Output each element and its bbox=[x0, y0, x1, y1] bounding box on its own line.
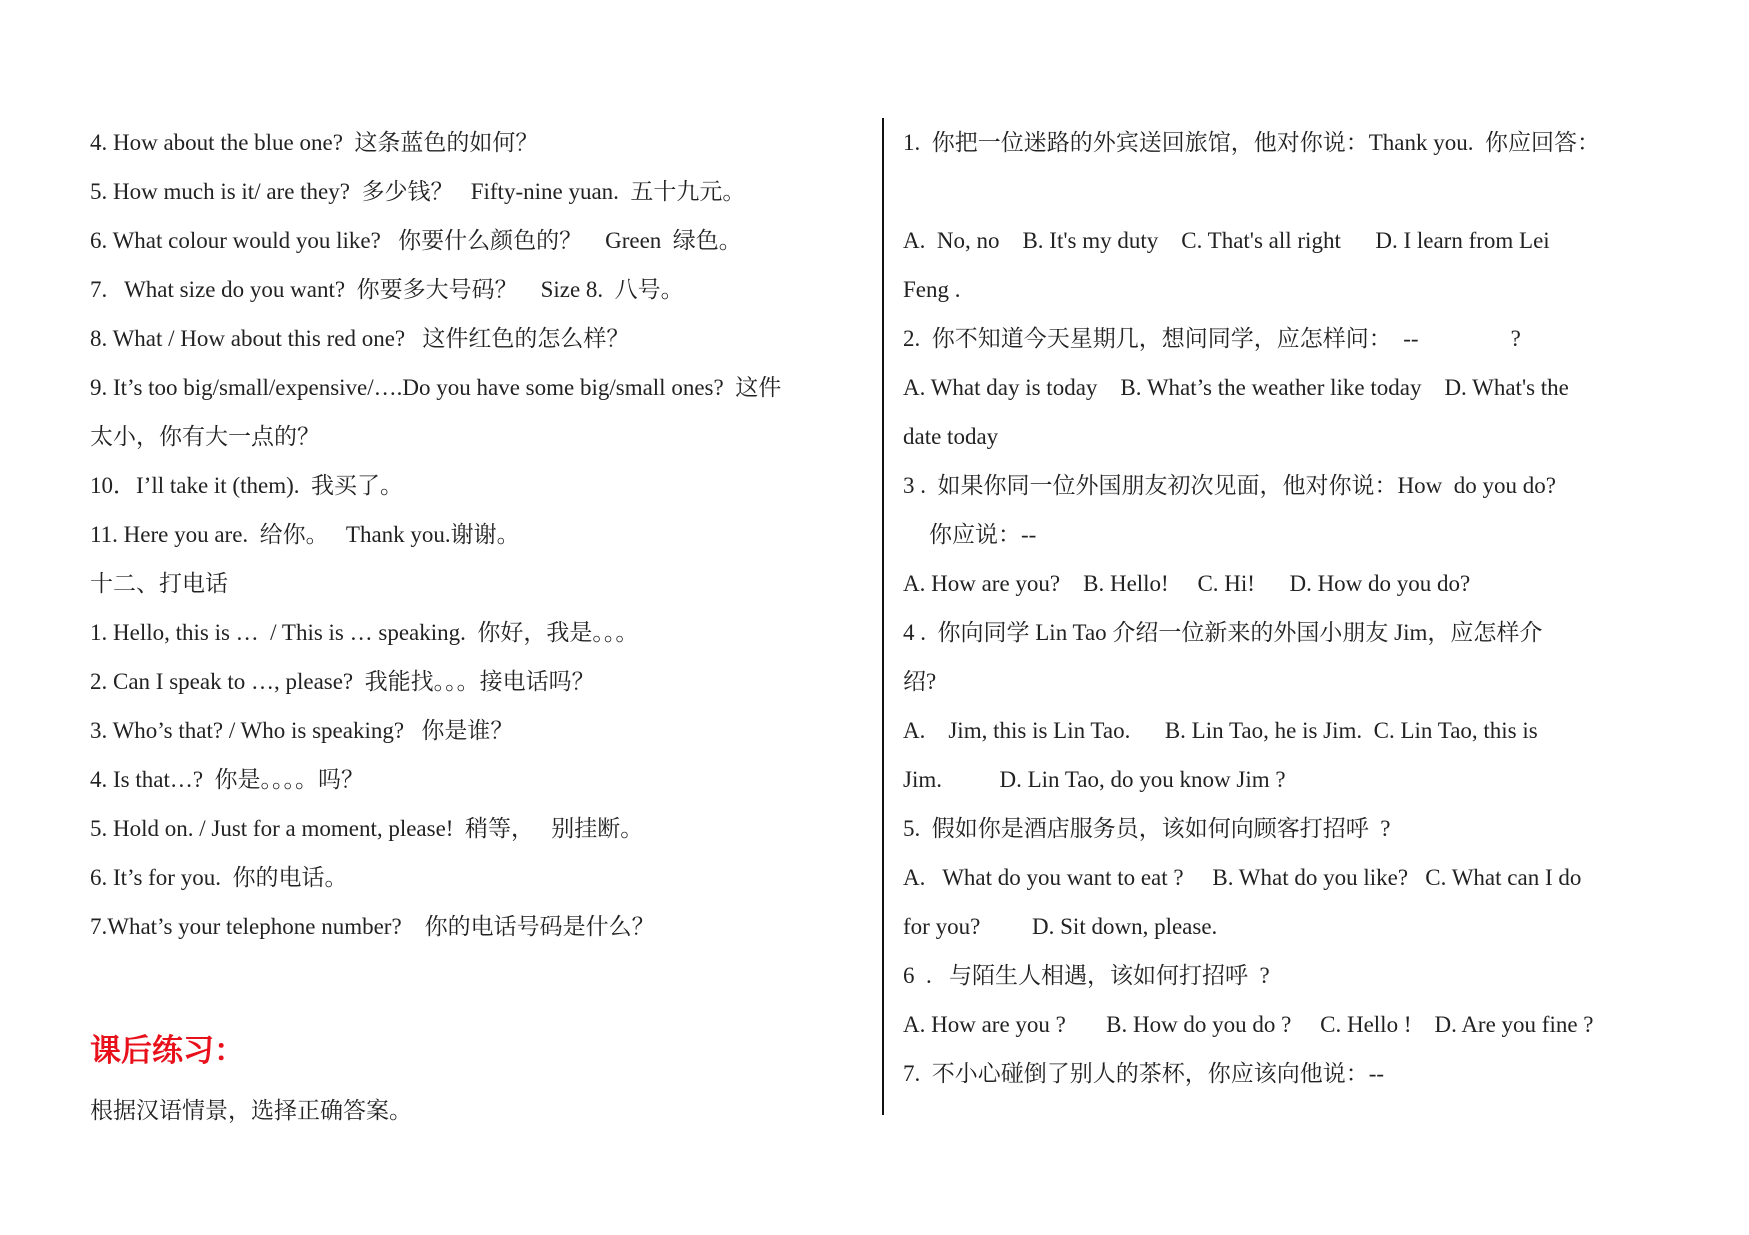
shopping-line-9: 9. It’s too big/small/expensive/….Do you have some big/small ones? 这件 bbox=[90, 375, 782, 400]
spacer bbox=[90, 951, 860, 1000]
shopping-line-11: 11. Here you are. 给你。 Thank you.谢谢。 bbox=[90, 522, 520, 547]
question-1-options-continued: Feng . bbox=[903, 277, 961, 302]
question-6-options: A. How are you ? B. How do you do ? C. Hello ! D. Are you fine ? bbox=[903, 1012, 1594, 1037]
question-3: 3 . 如果你同一位外国朋友初次见面，他对你说：How do you do? bbox=[903, 473, 1556, 498]
shopping-line-7: 7. What size do you want? 你要多大号码？ Size 8. 八号。 bbox=[90, 277, 684, 302]
shopping-line-8: 8. What / How about this red one? 这件红色的怎么样？ bbox=[90, 326, 630, 351]
column-divider bbox=[882, 118, 884, 1115]
left-column bbox=[90, 118, 860, 1135]
exercise-heading: 课后练习： bbox=[90, 1033, 245, 1068]
question-4-options-continued: Jim. D. Lin Tao, do you know Jim ? bbox=[903, 767, 1286, 792]
phone-line-3: 3. Who’s that? / Who is speaking? 你是谁？ bbox=[90, 718, 514, 743]
right-column bbox=[903, 118, 1673, 1098]
phone-line-1: 1. Hello, this is … / This is … speaking. 你好，我是。。。 bbox=[90, 620, 639, 645]
phone-line-4: 4. Is that…? 你是。。。。吗？ bbox=[90, 767, 365, 792]
question-2: 2. 你不知道今天星期几，想问同学，应怎样问： -- ? bbox=[903, 326, 1521, 351]
phone-line-5: 5. Hold on. / Just for a moment, please! 稍等， 别挂断。 bbox=[90, 816, 644, 841]
shopping-line-10: 10．I’ll take it (them). 我买了。 bbox=[90, 473, 403, 498]
phone-line-6: 6. It’s for you. 你的电话。 bbox=[90, 865, 348, 890]
question-5-options-continued: for you? D. Sit down, please. bbox=[903, 914, 1218, 939]
question-6: 6 . 与陌生人相遇，该如何打招呼 ? bbox=[903, 963, 1270, 988]
question-3-options: A. How are you? B. Hello! C. Hi! D. How do you do? bbox=[903, 571, 1471, 596]
question-1-options: A. No, no B. It's my duty C. That's all right D. I learn from Lei bbox=[903, 228, 1550, 253]
shopping-line-4: 4. How about the blue one? 这条蓝色的如何？ bbox=[90, 130, 539, 155]
question-1: 1. 你把一位迷路的外宾送回旅馆，他对你说：Thank you. 你应回答： bbox=[903, 130, 1601, 155]
question-5: 5. 假如你是酒店服务员，该如何向顾客打招呼 ? bbox=[903, 816, 1391, 841]
phone-line-2: 2. Can I speak to …, please? 我能找。。。接电话吗？ bbox=[90, 669, 595, 694]
question-5-options: A. What do you want to eat ? B. What do you like? C. What can I do bbox=[903, 865, 1582, 890]
question-7: 7. 不小心碰倒了别人的茶杯，你应该向他说：-- bbox=[903, 1061, 1385, 1086]
shopping-line-6: 6. What colour would you like? 你要什么颜色的？ Green 绿色。 bbox=[90, 228, 742, 253]
question-4-options: A. Jim, this is Lin Tao. B. Lin Tao, he is Jim. C. Lin Tao, this is bbox=[903, 718, 1538, 743]
shopping-line-5: 5. How much is it/ are they? 多少钱？ Fifty-nine yuan. 五十九元。 bbox=[90, 179, 746, 204]
question-3-continued: 你应说：-- bbox=[929, 522, 1037, 547]
question-4: 4 . 你向同学 Lin Tao 介绍一位新来的外国小朋友 Jim，应怎样介 bbox=[903, 620, 1543, 645]
section-heading-phone: 十二、打电话 bbox=[90, 571, 228, 596]
question-2-options-continued: date today bbox=[903, 424, 999, 449]
exercise-instruction: 根据汉语情景，选择正确答案。 bbox=[90, 1098, 412, 1123]
question-2-options: A. What day is today B. What’s the weather like today D. What's the bbox=[903, 375, 1569, 400]
question-4-continued: 绍? bbox=[903, 669, 937, 694]
shopping-line-9-continued: 太小，你有大一点的？ bbox=[90, 424, 320, 449]
blank-line bbox=[903, 167, 1673, 216]
phone-line-7: 7.What’s your telephone number? 你的电话号码是什么？ bbox=[90, 914, 655, 939]
